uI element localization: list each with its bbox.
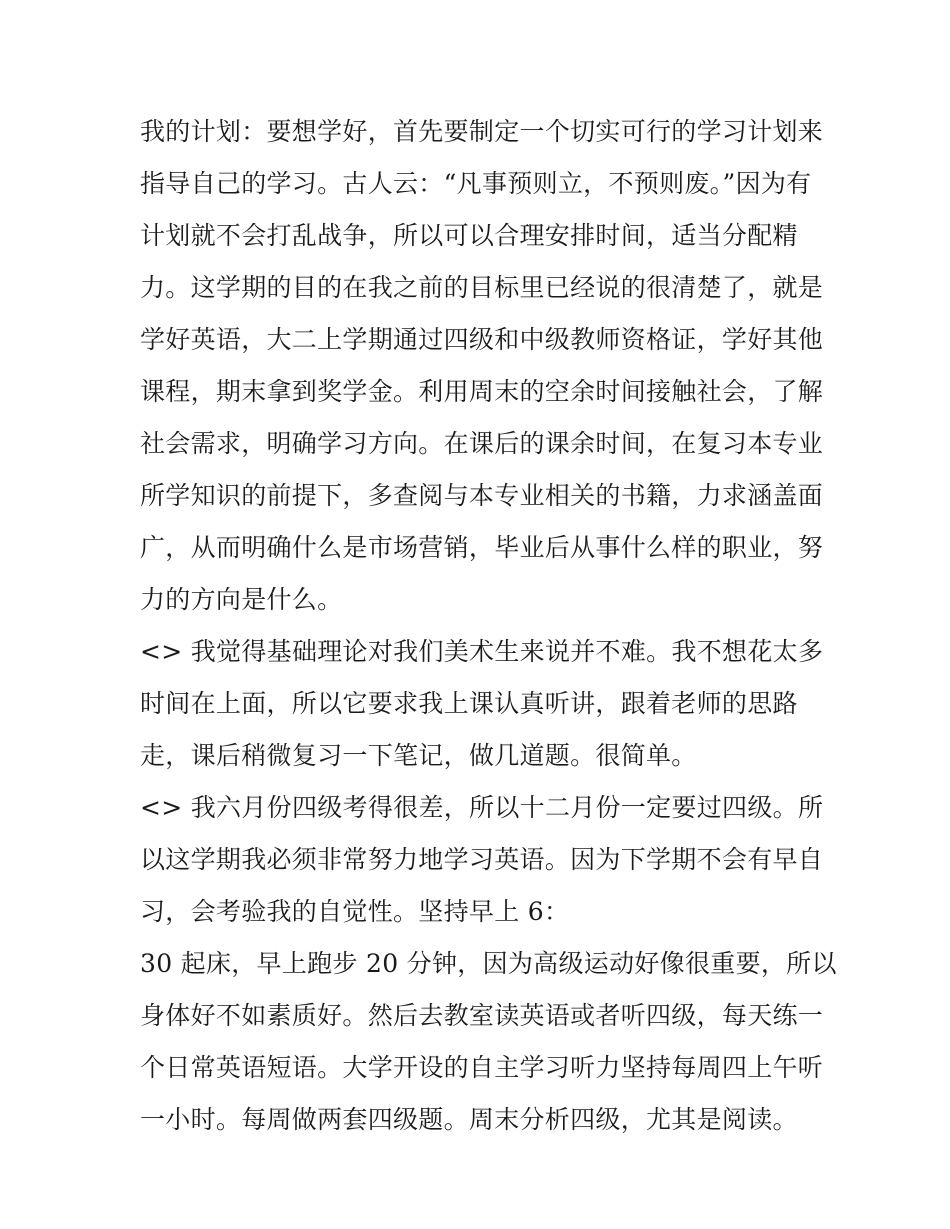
text-line-14: <> 我六月份四级考得很差，所以十二月份一定要过四级。所 — [140, 793, 824, 822]
text-line-10: 力的方向是什么。 — [140, 585, 343, 614]
text-line-12: 时间在上面，所以它要求我上课认真听讲，跟着老师的思路 — [140, 689, 798, 718]
text-line-3: 计划就不会打乱战争，所以可以合理安排时间，适当分配精 — [140, 221, 798, 250]
text-line-7: 社会需求，明确学习方向。在课后的课余时间，在复习本专业 — [140, 429, 824, 458]
text-line-20: 一小时。每周做两套四级题。周末分析四级，尤其是阅读。 — [140, 1105, 798, 1134]
text-line-9: 广，从而明确什么是市场营销，毕业后从事什么样的职业，努 — [140, 533, 824, 562]
text-line-18: 身体好不如素质好。然后去教室读英语或者听四级，每天练一 — [140, 1001, 824, 1030]
text-line-6: 课程，期末拿到奖学金。利用周末的空余时间接触社会，了解 — [140, 377, 824, 406]
text-line-13: 走，课后稍微复习一下笔记，做几道题。很简单。 — [140, 741, 697, 770]
text-line-5: 学好英语，大二上学期通过四级和中级教师资格证，学好其他 — [140, 325, 824, 354]
text-line-1: 我的计划：要想学好，首先要制定一个切实可行的学习计划来 — [140, 117, 824, 146]
text-line-2: 指导自己的学习。古人云：“凡事预则立，不预则废。”因为有 — [140, 169, 812, 198]
text-line-4: 力。这学期的目的在我之前的目标里已经说的很清楚了，就是 — [140, 273, 824, 302]
text-line-8: 所学知识的前提下，多查阅与本专业相关的书籍，力求涵盖面 — [140, 481, 824, 510]
text-line-17: 30 起床，早上跑步 20 分钟，因为高级运动好像很重要，所以 — [140, 949, 837, 978]
document-body — [140, 106, 837, 1146]
text-line-11: <> 我觉得基础理论对我们美术生来说并不难。我不想花太多 — [140, 637, 824, 666]
text-line-15: 以这学期我必须非常努力地学习英语。因为下学期不会有早自 — [140, 845, 824, 874]
text-line-16: 习，会考验我的自觉性。坚持早上 6： — [140, 897, 570, 926]
text-line-19: 个日常英语短语。大学开设的自主学习听力坚持每周四上午听 — [140, 1053, 824, 1082]
